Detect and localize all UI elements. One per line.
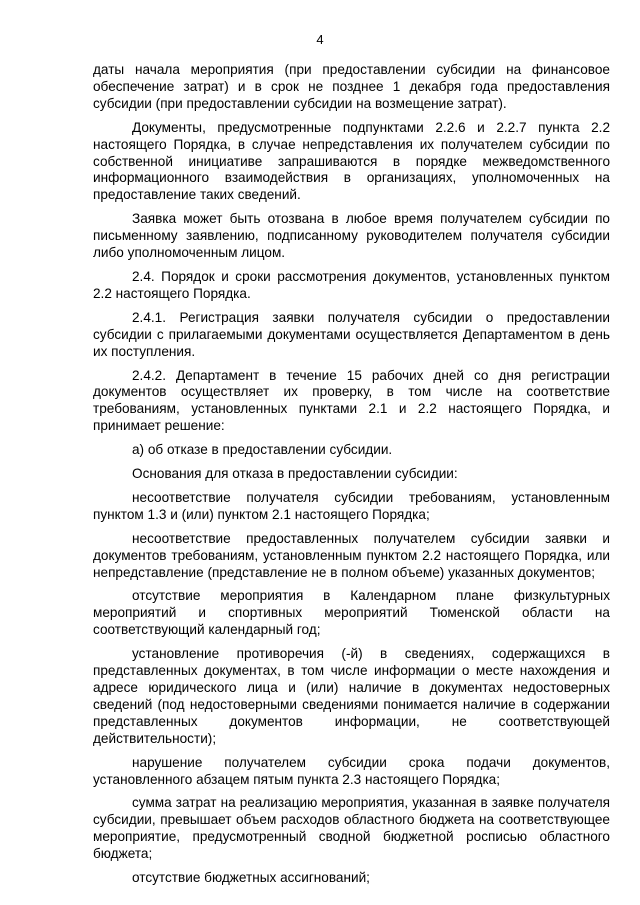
paragraph-refusal-grounds-heading: Основания для отказа в предоставлении субсидии: (132, 466, 458, 482)
list-item-ground: нарушение получателем субсидии срока подачи документов, установленного абзацем пятым пункта 2.3 настоящего Порядка; (93, 754, 610, 787)
paragraph-refusal-option: а) об отказе в предоставлении субсидии. (132, 442, 393, 458)
list-item-ground: несоответствие предоставленных получателем субсидии заявки и документов требованиям, установленным пунктом 2.2 настоящего Порядка, или непредставление (представление не в полном объеме) указанных документов; (93, 530, 610, 580)
section-heading-2-4: 2.4. Порядок и сроки рассмотрения документов, установленных пунктом 2.2 настоящего Порядка. (93, 268, 610, 301)
body-text (93, 62, 610, 894)
paragraph-application-withdrawal: Заявка может быть отозвана в любое время получателем субсидии по письменному заявлению, подписанному руководителем получателя субсидии либо уполномоченным лицом. (93, 211, 610, 261)
list-item-ground: установление противоречия (-й) в сведениях, содержащихся в представленных документах, в том числе информации о месте нахождения и адресе юридического лица и (или) наличие в документах недостоверных сведений (под недостоверными сведениями понимается наличие в содержании представленных документов информации, не соответствующей действительности); (93, 646, 610, 746)
paragraph-documents-request: Документы, предусмотренные подпунктами 2.2.6 и 2.2.7 пункта 2.2 настоящего Порядка, в случае непредставления их получателем субсидии по собственной инициативе запрашиваются в порядке межведомственного информационного взаимодействия в организациях, уполномоченных на предоставление таких сведений. (93, 119, 610, 203)
list-item-ground: отсутствие мероприятия в Календарном плане физкультурных мероприятий и спортивных мероприятий Тюменской области на соответствующий календарный год; (93, 588, 610, 638)
page-number: 4 (316, 32, 324, 47)
list-item-ground: несоответствие получателя субсидии требованиям, установленным пунктом 1.3 и (или) пунктом 2.1 настоящего Порядка; (93, 489, 610, 522)
paragraph-continuation: даты начала мероприятия (при предоставлении субсидии на финансовое обеспечение затрат) и в срок не позднее 1 декабря года предоставления субсидии (при предоставлении субсидии на возмещение затрат). (93, 62, 610, 111)
list-item-ground: отсутствие бюджетных ассигнований; (132, 870, 370, 886)
paragraph-2-4-1: 2.4.1. Регистрация заявки получателя субсидии о предоставлении субсидии с прилагаемыми документами осуществляется Департаментом в день их поступления. (93, 309, 610, 359)
paragraph-2-4-2: 2.4.2. Департамент в течение 15 рабочих дней со дня регистрации документов осуществляет их проверку, в том числе на соответствие требованиям, установленных пунктами 2.1 и 2.2 настоящего Порядка, и принимает решение: (93, 367, 610, 434)
list-item-ground: сумма затрат на реализацию мероприятия, указанная в заявке получателя субсидии, превышает объем расходов областного бюджета на соответствующее мероприятие, предусмотренный сводной бюджетной росписью областного бюджета; (93, 795, 610, 862)
